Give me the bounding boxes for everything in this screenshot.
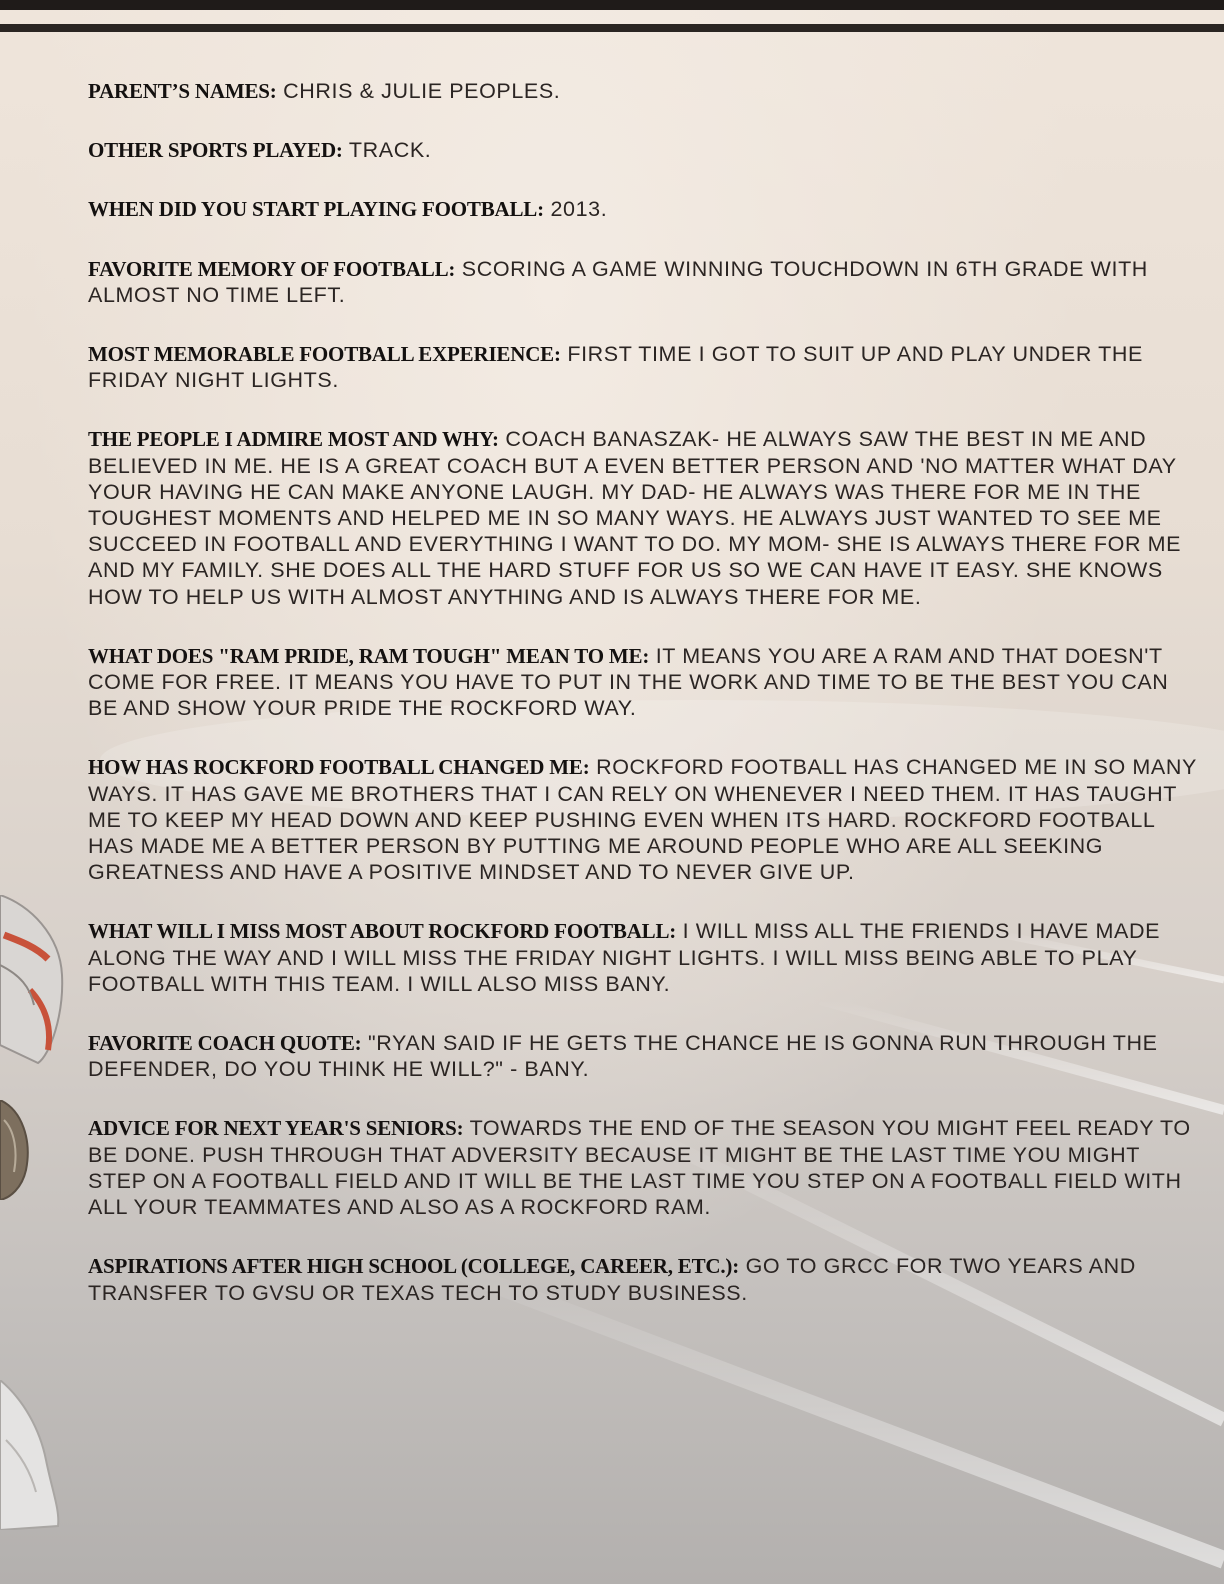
answer-text: GO TO GRCC FOR TWO YEARS AND TRANSFER TO GVSU OR TEXAS TECH TO STUDY BUSINESS. — [88, 1254, 1136, 1305]
qa-miss-most — [88, 918, 1198, 997]
answer-text: FIRST TIME I GOT TO SUIT UP AND PLAY UNDER THE FRIDAY NIGHT LIGHTS. — [88, 342, 1143, 393]
answer-text: SCORING A GAME WINNING TOUCHDOWN IN 6TH GRADE WITH ALMOST NO TIME LEFT. — [88, 256, 1148, 307]
question-label: WHAT DOES "RAM PRIDE, RAM TOUGH" MEAN TO ME: — [88, 643, 650, 668]
question-label: WHAT WILL I MISS MOST ABOUT ROCKFORD FOOTBALL: — [88, 919, 677, 944]
profile-content — [88, 78, 1198, 1339]
answer-text: COACH BANASZAK- HE ALWAYS SAW THE BEST IN ME AND BELIEVED IN ME. HE IS A GREAT COACH BUT A EVEN BETTER PERSON AND 'NO MATTER WHAT DAY YOUR HAVING HE CAN MAKE ANYONE LAUGH. MY DAD- HE ALWAYS WAS THERE FOR ME IN THE TOUGHEST MOMENTS AND HELPED ME IN SO MANY WAYS. HE ALWAYS JUST WANTED TO SEE ME SUCCEED IN FOOTBALL AND EVERYTHING I WANT TO DO. MY MOM- SHE IS ALWAYS THERE FOR ME AND MY FAMILY. SHE DOES ALL THE HARD STUFF FOR US SO WE CAN HAVE IT EASY. SHE KNOWS HOW TO HELP US WITH ALMOST ANYTHING AND IS ALWAYS THERE FOR ME. — [88, 427, 1182, 609]
qa-memorable-experience — [88, 341, 1198, 393]
top-rule-secondary — [0, 24, 1224, 32]
qa-parents-names — [88, 78, 1198, 104]
question-label: THE PEOPLE I ADMIRE MOST AND WHY: — [88, 427, 499, 452]
answer-text: ROCKFORD FOOTBALL HAS CHANGED ME IN SO MANY WAYS. IT HAS GAVE ME BROTHERS THAT I CAN RELY ON WHENEVER I NEED THEM. IT HAS TAUGHT ME TO KEEP MY HEAD DOWN AND KEEP PUSHING EVEN WHEN ITS HARD. ROCKFORD FOOTBALL HAS MADE ME A BETTER PERSON BY PUTTING ME AROUND PEOPLE WHO ARE ALL SEEKING GREATNESS AND HAVE A POSITIVE MINDSET AND TO NEVER GIVE UP. — [88, 755, 1197, 885]
question-label: HOW HAS ROCKFORD FOOTBALL CHANGED ME: — [88, 755, 590, 780]
qa-people-admired — [88, 426, 1198, 609]
question-label: FAVORITE MEMORY OF FOOTBALL: — [88, 256, 456, 281]
answer-text: IT MEANS YOU ARE A RAM AND THAT DOESN'T COME FOR FREE. IT MEANS YOU HAVE TO PUT IN THE WORK AND TIME TO BE THE BEST YOU CAN BE AND SHOW YOUR PRIDE THE ROCKFORD WAY. — [88, 643, 1169, 721]
question-label: MOST MEMORABLE FOOTBALL EXPERIENCE: — [88, 342, 561, 367]
qa-coach-quote — [88, 1030, 1198, 1082]
qa-changed-me — [88, 754, 1198, 885]
qa-favorite-memory — [88, 256, 1198, 308]
answer-text: TRACK. — [348, 138, 432, 163]
question-label: WHEN DID YOU START PLAYING FOOTBALL: — [88, 197, 544, 222]
question-label: ASPIRATIONS AFTER HIGH SCHOOL (COLLEGE, CAREER, ETC.): — [88, 1254, 740, 1279]
cleat-graphic — [0, 1380, 64, 1530]
answer-text: CHRIS & JULIE PEOPLES. — [283, 79, 561, 103]
qa-ram-pride — [88, 643, 1198, 722]
question-label: FAVORITE COACH QUOTE: — [88, 1031, 362, 1056]
qa-other-sports — [88, 137, 1198, 163]
answer-text: I WILL MISS ALL THE FRIENDS I HAVE MADE ALONG THE WAY AND I WILL MISS THE FRIDAY NIGHT LIGHTS. I WILL MISS BEING ABLE TO PLAY FOOTBALL WITH THIS TEAM. I WILL ALSO MISS BANY. — [88, 919, 1161, 996]
question-label: PARENT’S NAMES: — [88, 79, 277, 103]
answer-text: 2013. — [550, 197, 608, 222]
qa-start-playing — [88, 196, 1198, 222]
question-label: OTHER SPORTS PLAYED: — [88, 138, 343, 163]
qa-senior-advice — [88, 1115, 1198, 1220]
football-glove-graphic — [0, 895, 64, 1065]
question-label: ADVICE FOR NEXT YEAR'S SENIORS: — [88, 1116, 464, 1141]
top-rule — [0, 0, 1224, 10]
football-graphic — [0, 1100, 64, 1200]
qa-aspirations — [88, 1253, 1198, 1305]
answer-text: TOWARDS THE END OF THE SEASON YOU MIGHT FEEL READY TO BE DONE. PUSH THROUGH THAT ADVERSITY BECAUSE IT MIGHT BE THE LAST TIME YOU MIGHT STEP ON A FOOTBALL FIELD AND IT WILL BE THE LAST TIME YOU STEP ON A FOOTBALL FIELD WITH ALL YOUR TEAMMATES AND ALSO AS A ROCKFORD RAM. — [88, 1116, 1191, 1220]
answer-text: "RYAN SAID IF HE GETS THE CHANCE HE IS GONNA RUN THROUGH THE DEFENDER, DO YOU THINK HE WILL?" - BANY. — [88, 1031, 1158, 1082]
